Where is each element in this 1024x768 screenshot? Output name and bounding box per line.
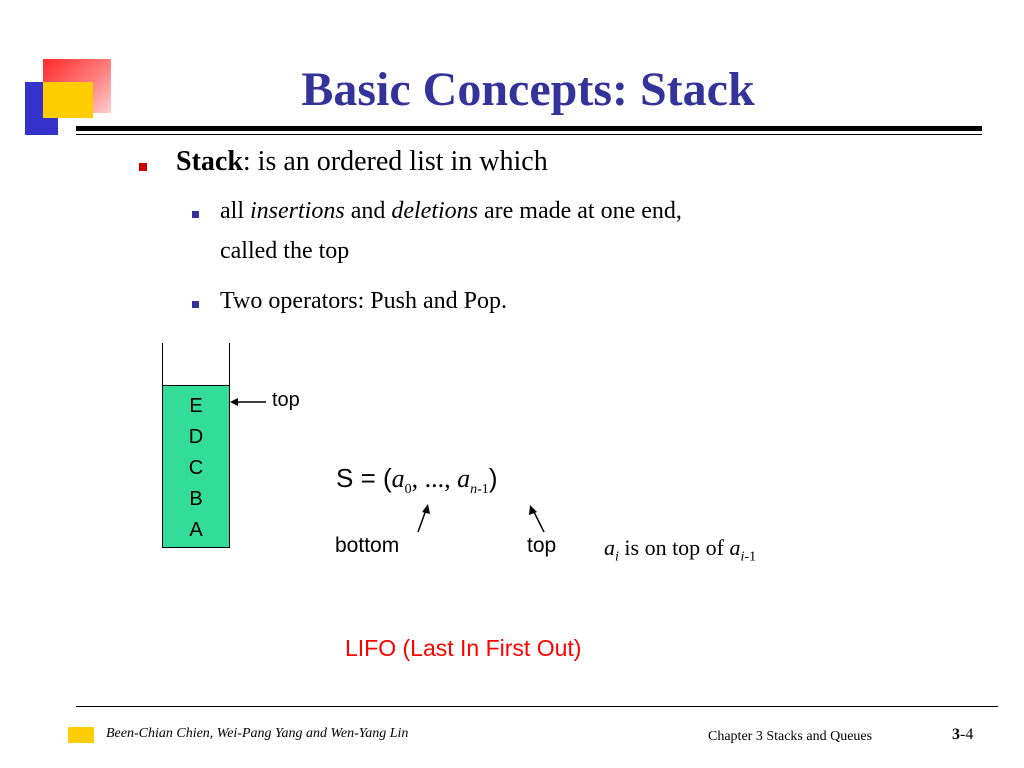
formula-prefix: S = ( — [336, 463, 392, 493]
sub-bullet-icon — [192, 301, 199, 308]
stack-right-wall — [229, 343, 230, 386]
stack-top-label: top — [272, 389, 300, 411]
stack-term: Stack — [176, 146, 243, 177]
stack-item: A — [189, 519, 203, 541]
relation-a2: a — [729, 535, 741, 560]
top-relation — [604, 535, 756, 565]
footer-page-number — [952, 726, 973, 744]
sub1-insertions: insertions — [250, 198, 345, 224]
formula-a0: a — [391, 464, 405, 493]
stack-item: C — [188, 457, 204, 479]
footer-rule — [76, 706, 998, 707]
page-title: Basic Concepts: Stack — [301, 63, 755, 116]
bottom-label: bottom — [335, 534, 400, 557]
stack-item: E — [189, 395, 203, 417]
formula-subn: n — [470, 482, 478, 498]
sub1-deletions: deletions — [391, 198, 478, 224]
title-rule-thin — [76, 134, 982, 135]
sub-bullet-insertions-line2: called the top — [220, 238, 350, 264]
footer-chapter: Chapter 3 Stacks and Queues — [708, 729, 873, 744]
stack-item: D — [188, 426, 204, 448]
relation-i: i — [615, 549, 619, 565]
relation-i2: i — [740, 549, 745, 565]
sub1-text-a: all — [220, 198, 250, 224]
lifo-label: LIFO (Last In First Out) — [345, 635, 582, 661]
formula-an: a — [457, 464, 471, 493]
sub1-text-b: and — [344, 198, 392, 224]
relation-ai: a — [604, 535, 615, 560]
formula-arrows-icon — [410, 502, 560, 538]
footer-page-bold: 3 — [952, 726, 960, 743]
sub-bullet-insertions — [220, 198, 682, 225]
formula-minus1: -1 — [477, 482, 489, 498]
stack-left-wall — [162, 343, 163, 386]
top-pointer-arrow-icon — [228, 392, 268, 412]
relation-minus1: -1 — [744, 549, 757, 565]
relation-text: is on top of — [618, 535, 730, 560]
formula-ellipsis: , ..., — [411, 464, 458, 493]
formula-top-label: top — [527, 534, 557, 557]
footer-yellow-square — [68, 727, 94, 743]
sub-bullet-operators: Two operators: Push and Pop. — [220, 288, 507, 314]
sub-bullet-icon — [192, 211, 199, 218]
formula-close: ) — [488, 463, 498, 493]
stack-formula — [336, 463, 497, 498]
stack-item: B — [189, 488, 203, 510]
sub1-text-c: are made at one end, — [478, 198, 682, 224]
footer-authors: Been-Chian Chien, Wei-Pang Yang and Wen-Yang Lin — [106, 726, 409, 741]
bullet-square-icon — [139, 163, 147, 171]
stack-definition-text: : is an ordered list in which — [242, 146, 548, 177]
formula-sub0: 0 — [404, 482, 412, 498]
title-rule-thick — [76, 126, 982, 131]
footer-page-rest: -4 — [960, 726, 974, 743]
bullet-stack-definition — [176, 146, 548, 178]
